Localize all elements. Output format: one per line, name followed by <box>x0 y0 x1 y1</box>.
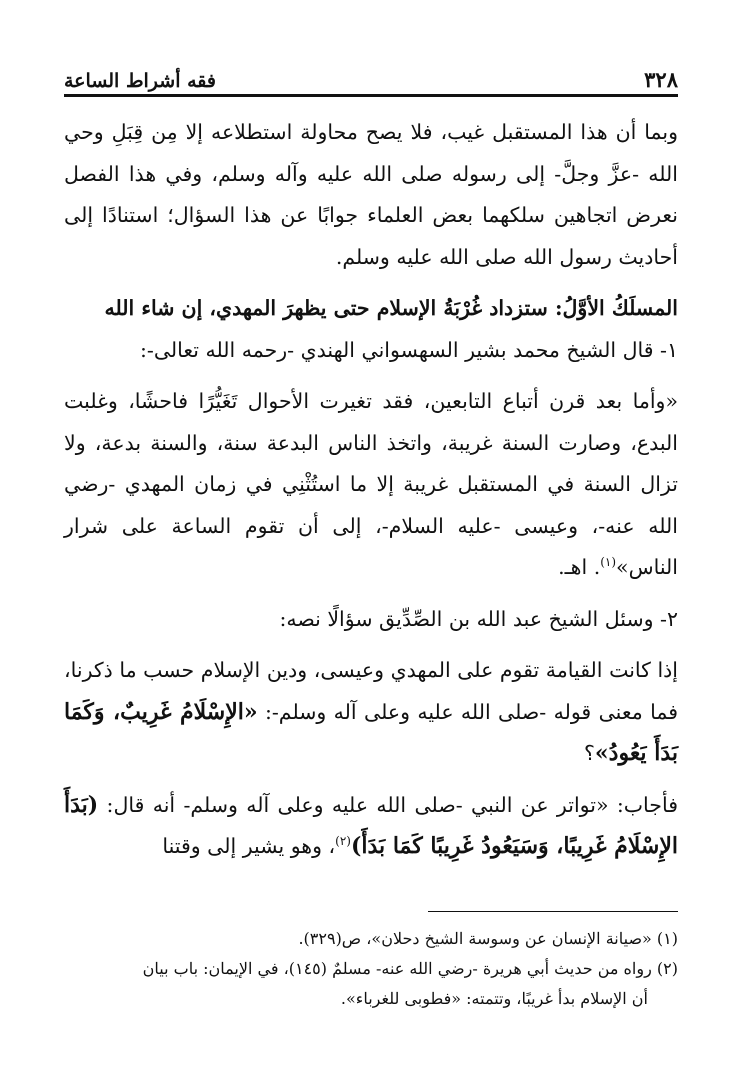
hadith-quote: «الإِسْلَامُ غَرِيبٌ، وَكَمَا بَدَأَ يَعُودُ» <box>64 698 678 766</box>
spacer <box>64 371 678 381</box>
answer-paragraph <box>64 785 678 868</box>
quote-text: «وأما بعد قرن أتباع التابعين، فقد تغيرت الأحوال تَغَيُّرًا فاحشًا، وغلبت البدع، وصارت السنة غريبة، واتخذ الناس البدعة سنة، والسنة بدعة، ولا تزال السنة في المستقبل غريبة إلا ما استُثْنِي في زمان المهدي -رضي الله عنه-، وعيسى -عليه السلام-، إلى أن تقوم الساعة على شرار الناس» <box>64 389 678 579</box>
question-mark: ؟ <box>584 741 595 765</box>
item-1-intro: ١- قال الشيخ محمد بشير السهسواني الهندي -رحمه الله تعالى-: <box>140 337 678 362</box>
item-2-question <box>64 650 678 775</box>
intro-paragraph: وبما أن هذا المستقبل غيب، فلا يصح محاولة استطلاعه إلا مِن قِبَلِ وحي الله -عزَّ وجلَّ- إلى رسوله صلى الله عليه وآله وسلم، وفي هذا الفصل نعرض اتجاهين سلكهما بعض العلماء جوابًا عن هذا السؤال؛ استنادًا إلى أحاديث رسول الله صلى الله عليه وسلم. <box>64 120 678 269</box>
answer-tail: ، وهو يشير إلى وقتنا <box>162 834 336 858</box>
section-heading-label: المسلَكُ الأوَّلُ: <box>554 296 678 320</box>
running-header <box>64 62 678 92</box>
quote-tail: . اهـ. <box>558 555 601 579</box>
footnotes <box>64 924 678 1014</box>
spacer <box>64 278 678 288</box>
footnote-2: (٢) رواه من حديث أبي هريرة -رضي الله عنه- مسلمٌ (١٤٥)، في الإيمان: باب بيان <box>142 959 678 978</box>
answer-hadith: (بَدَأَ الإِسْلَامُ غَرِيبًا، وَسَيَعُودُ غَرِيبًا كَمَا بَدَأَ) <box>64 791 678 859</box>
answer-text: فأجاب: «تواتر عن النبي -صلى الله عليه وعلى آله وسلم- أنه قال: <box>98 792 678 817</box>
footnote-marker-2: (٢) <box>335 834 351 849</box>
book-title: فقه أشراط الساعة <box>64 70 216 92</box>
header-divider <box>64 94 678 97</box>
page-number: ٣٢٨ <box>644 67 678 92</box>
footnote-1: (١) «صيانة الإنسان عن وسوسة الشيخ دحلان»، ص(٣٢٩). <box>298 929 678 948</box>
spacer <box>64 775 678 785</box>
spacer <box>64 589 678 599</box>
footnote-2-continued: أن الإسلام بدأ غريبًا، وتتمته: «فطوبى للغرباء». <box>340 989 648 1008</box>
question-text: إذا كانت القيامة تقوم على المهدي وعيسى، ودين الإسلام حسب ما ذكرنا، فما معنى قوله -صلى الله عليه وعلى آله وسلم-: <box>64 658 678 724</box>
section-heading <box>64 288 678 330</box>
item-1-quote <box>64 381 678 589</box>
section-heading-text: ستزداد غُرْبَةُ الإسلام حتى يظهرَ المهدي، إن شاء الله <box>104 296 555 320</box>
footnote-divider <box>428 911 678 912</box>
item-2-intro: ٢- وسئل الشيخ عبد الله بن الصِّدِّيق سؤالًا نصه: <box>279 606 678 631</box>
footnote-marker-1: (١) <box>600 555 617 570</box>
main-text <box>64 112 678 868</box>
spacer <box>64 640 678 650</box>
